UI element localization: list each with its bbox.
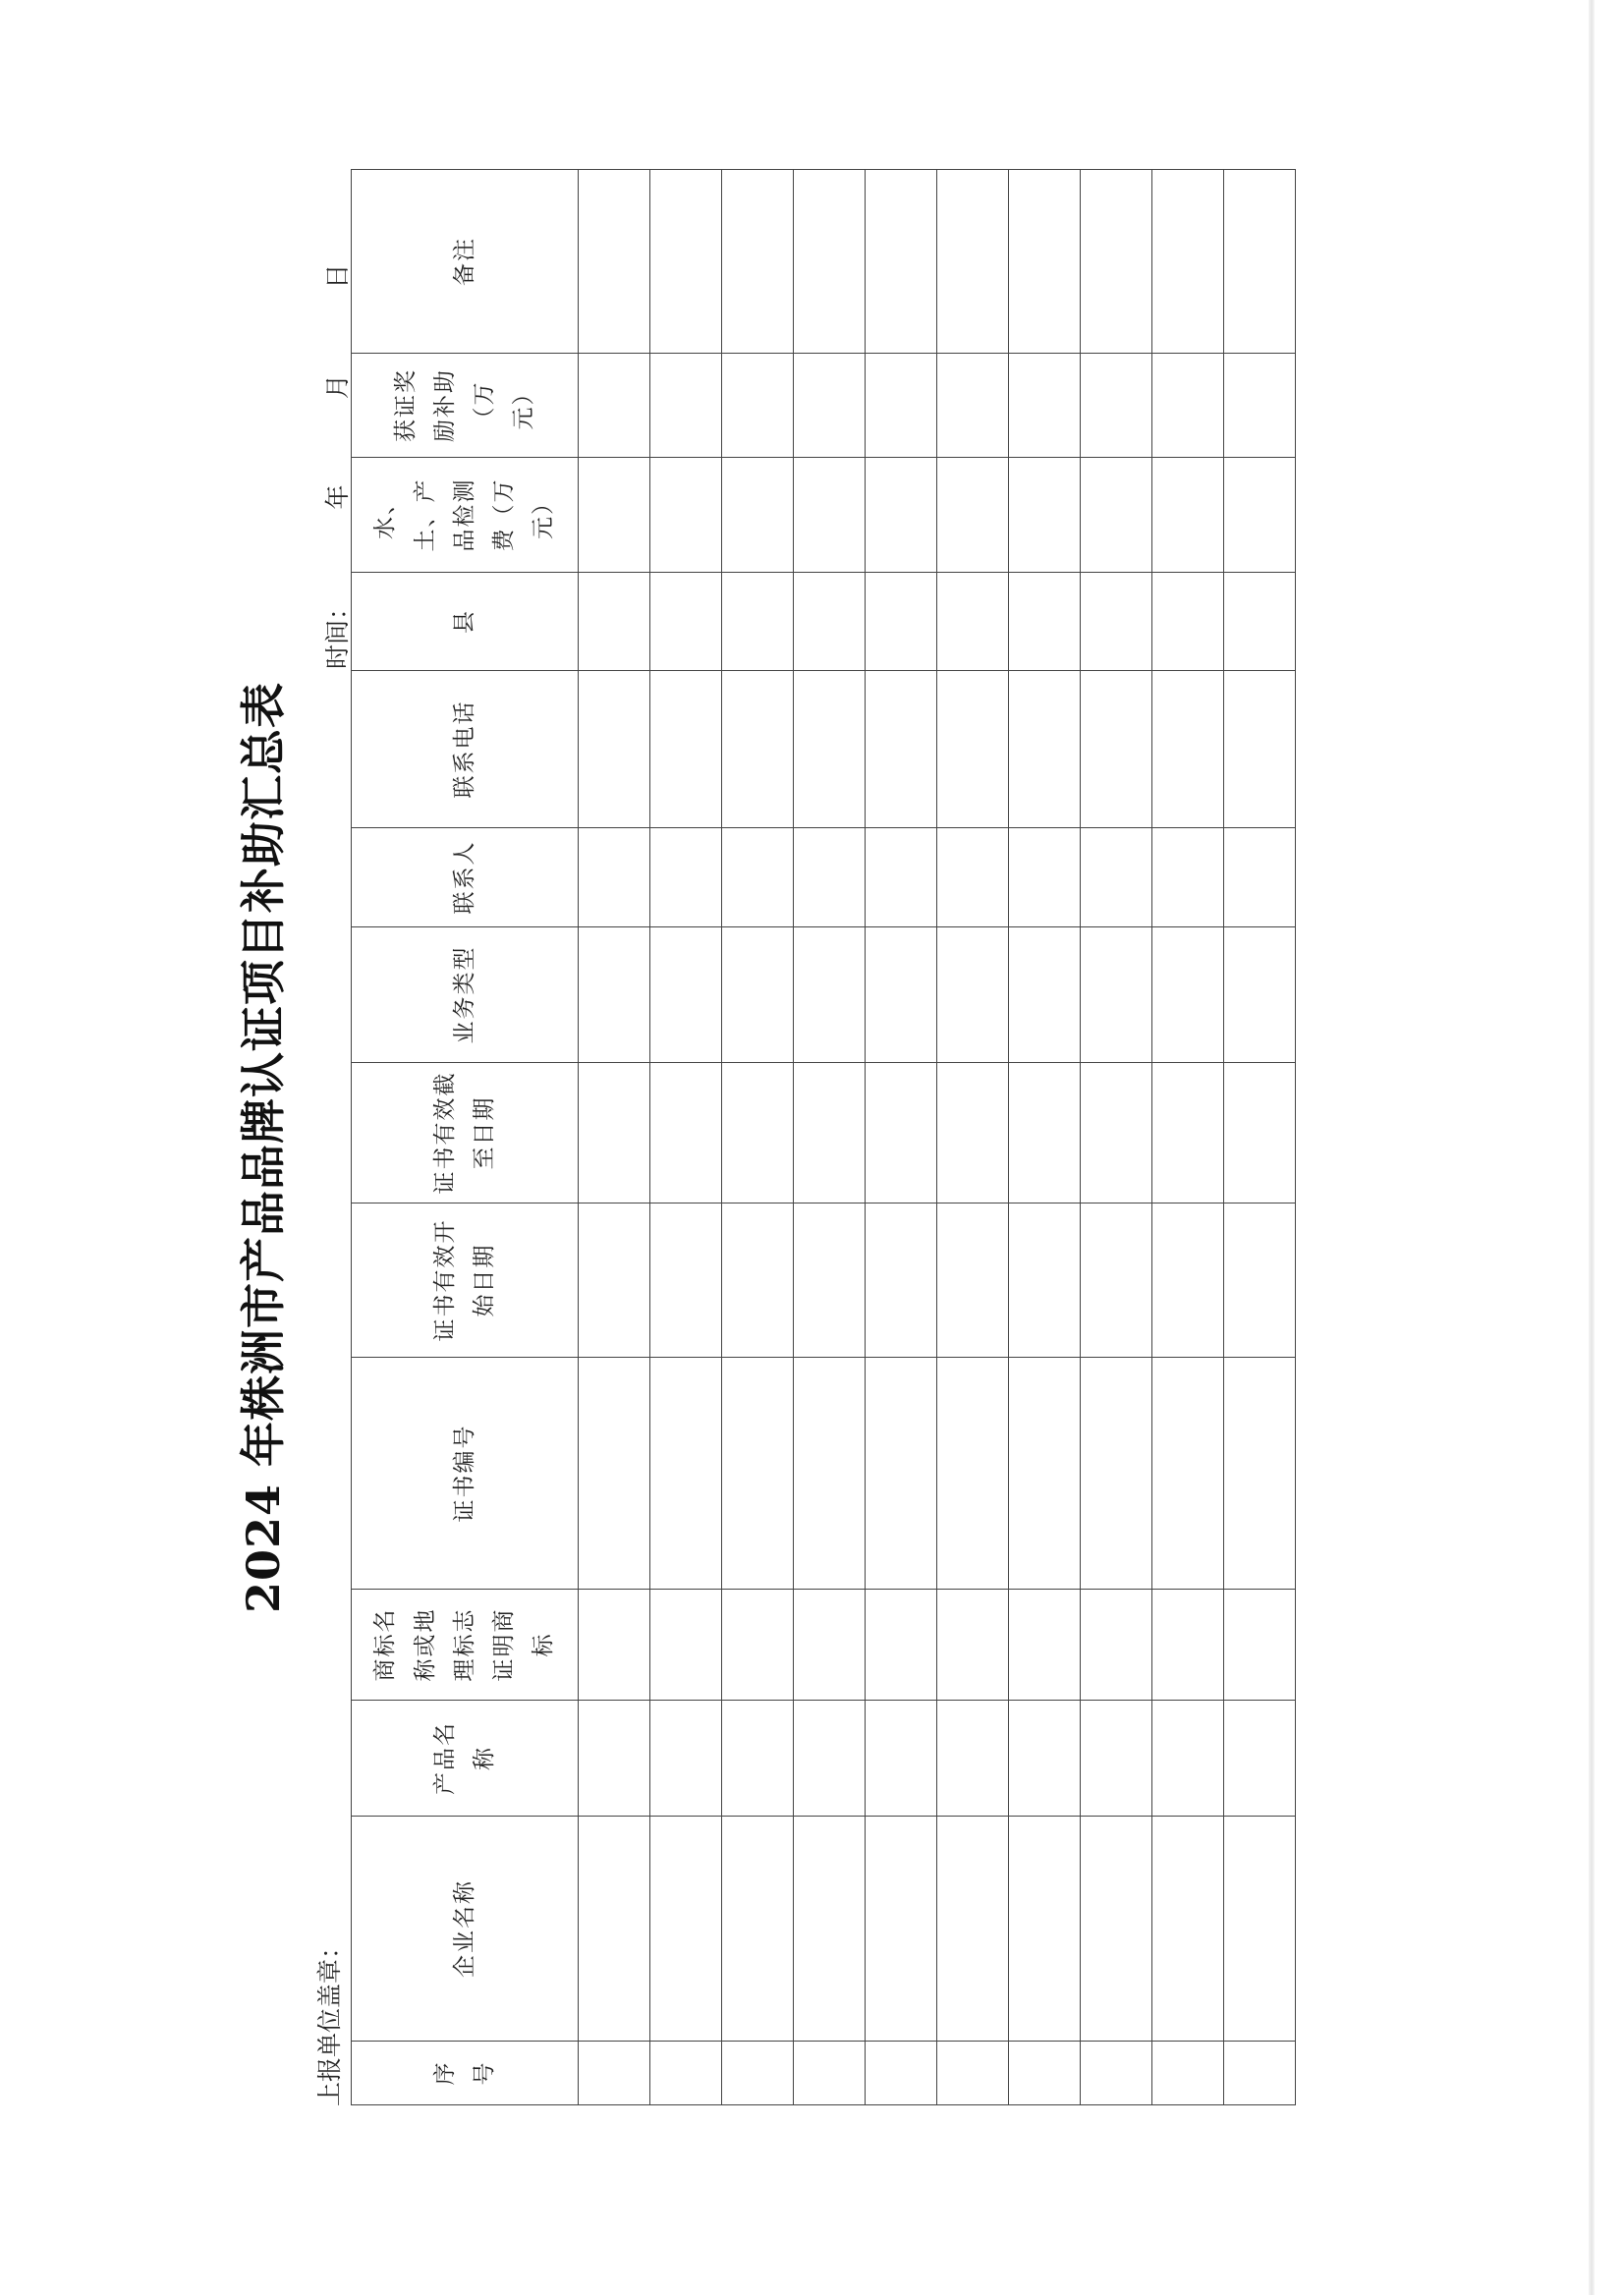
cell-product[interactable] <box>937 1701 1009 1817</box>
cell-test_fee[interactable] <box>1224 458 1296 573</box>
cell-start[interactable] <box>866 1203 937 1358</box>
cell-test_fee[interactable] <box>794 458 866 573</box>
date-day-label: 日 <box>323 263 352 289</box>
date-label: 时间： <box>323 594 352 669</box>
cell-product[interactable] <box>722 1701 794 1817</box>
cell-company[interactable] <box>1152 1817 1224 2042</box>
cell-product[interactable] <box>794 1701 866 1817</box>
cell-phone[interactable] <box>650 671 722 828</box>
cell-contact[interactable] <box>650 828 722 927</box>
header-trademark: 商标名称或地理标志证明商标 <box>352 1590 579 1701</box>
cell-phone[interactable] <box>1224 671 1296 828</box>
cell-test_fee[interactable] <box>650 458 722 573</box>
cell-cert_no[interactable] <box>722 1358 794 1590</box>
cell-biz_type[interactable] <box>650 927 722 1063</box>
cell-county[interactable] <box>579 573 650 671</box>
cell-test_fee[interactable] <box>1009 458 1081 573</box>
cell-product[interactable] <box>1009 1701 1081 1817</box>
cell-remark[interactable] <box>1152 170 1224 354</box>
header-company-name: 企业名称 <box>352 1817 579 2042</box>
reporting-unit-stamp-label: 上报单位盖章： <box>315 1933 344 2106</box>
cell-county[interactable] <box>1081 573 1152 671</box>
cell-test_fee[interactable] <box>937 458 1009 573</box>
cell-county[interactable] <box>794 573 866 671</box>
cell-end[interactable] <box>937 1063 1009 1203</box>
cell-biz_type[interactable] <box>579 927 650 1063</box>
cell-end[interactable] <box>650 1063 722 1203</box>
cell-cert_no[interactable] <box>866 1358 937 1590</box>
cell-seq[interactable] <box>579 2042 650 2105</box>
table-row <box>1152 170 1224 2105</box>
cell-trademark[interactable] <box>722 1590 794 1701</box>
cell-award[interactable] <box>866 354 937 458</box>
cell-cert_no[interactable] <box>1009 1358 1081 1590</box>
cell-cert_no[interactable] <box>937 1358 1009 1590</box>
cell-county[interactable] <box>1009 573 1081 671</box>
cell-start[interactable] <box>937 1203 1009 1358</box>
table-row <box>722 170 794 2105</box>
header-contact-person: 联系人 <box>352 828 579 927</box>
cell-company[interactable] <box>1081 1817 1152 2042</box>
cell-cert_no[interactable] <box>650 1358 722 1590</box>
cell-start[interactable] <box>1081 1203 1152 1358</box>
cell-test_fee[interactable] <box>1081 458 1152 573</box>
header-cert-start-date: 证书有效开始日期 <box>352 1203 579 1358</box>
cell-county[interactable] <box>937 573 1009 671</box>
cell-remark[interactable] <box>866 170 937 354</box>
cell-biz_type[interactable] <box>794 927 866 1063</box>
cell-start[interactable] <box>794 1203 866 1358</box>
cell-phone[interactable] <box>1152 671 1224 828</box>
cell-remark[interactable] <box>1224 170 1296 354</box>
cell-start[interactable] <box>1009 1203 1081 1358</box>
cell-phone[interactable] <box>1081 671 1152 828</box>
cell-test_fee[interactable] <box>866 458 937 573</box>
cell-trademark[interactable] <box>866 1590 937 1701</box>
cell-contact[interactable] <box>1009 828 1081 927</box>
cell-product[interactable] <box>650 1701 722 1817</box>
cell-contact[interactable] <box>1152 828 1224 927</box>
cell-award[interactable] <box>650 354 722 458</box>
cell-test_fee[interactable] <box>1152 458 1224 573</box>
cell-company[interactable] <box>579 1817 650 2042</box>
cell-seq[interactable] <box>794 2042 866 2105</box>
cell-end[interactable] <box>794 1063 866 1203</box>
table-row <box>579 170 650 2105</box>
cell-trademark[interactable] <box>794 1590 866 1701</box>
date-month-label: 月 <box>323 374 352 400</box>
cell-phone[interactable] <box>722 671 794 828</box>
cell-start[interactable] <box>1152 1203 1224 1358</box>
cell-cert_no[interactable] <box>794 1358 866 1590</box>
cell-seq[interactable] <box>722 2042 794 2105</box>
cell-contact[interactable] <box>937 828 1009 927</box>
cell-contact[interactable] <box>579 828 650 927</box>
cell-test_fee[interactable] <box>722 458 794 573</box>
cell-trademark[interactable] <box>1224 1590 1296 1701</box>
cell-company[interactable] <box>1224 1817 1296 2042</box>
cell-start[interactable] <box>1224 1203 1296 1358</box>
cell-remark[interactable] <box>579 170 650 354</box>
cell-product[interactable] <box>579 1701 650 1817</box>
cell-remark[interactable] <box>722 170 794 354</box>
header-seq: 序 号 <box>352 2042 579 2105</box>
cell-phone[interactable] <box>579 671 650 828</box>
cell-biz_type[interactable] <box>1224 927 1296 1063</box>
cell-contact[interactable] <box>1081 828 1152 927</box>
cell-end[interactable] <box>1152 1063 1224 1203</box>
cell-phone[interactable] <box>1009 671 1081 828</box>
cell-trademark[interactable] <box>1009 1590 1081 1701</box>
cell-start[interactable] <box>650 1203 722 1358</box>
cell-remark[interactable] <box>650 170 722 354</box>
cell-cert_no[interactable] <box>579 1358 650 1590</box>
header-row <box>352 170 579 2105</box>
cell-test_fee[interactable] <box>579 458 650 573</box>
date-line <box>318 264 354 669</box>
cell-award[interactable] <box>1081 354 1152 458</box>
cell-county[interactable] <box>866 573 937 671</box>
cell-product[interactable] <box>866 1701 937 1817</box>
table-row <box>1009 170 1081 2105</box>
cell-contact[interactable] <box>722 828 794 927</box>
cell-remark[interactable] <box>1009 170 1081 354</box>
cell-product[interactable] <box>1152 1701 1224 1817</box>
table-row <box>1224 170 1296 2105</box>
cell-contact[interactable] <box>794 828 866 927</box>
cell-trademark[interactable] <box>1081 1590 1152 1701</box>
cell-biz_type[interactable] <box>937 927 1009 1063</box>
cell-company[interactable] <box>1009 1817 1081 2042</box>
cell-county[interactable] <box>722 573 794 671</box>
cell-county[interactable] <box>1152 573 1224 671</box>
header-county: 县 <box>352 573 579 671</box>
header-testing-fee: 水、土、产品检测费（万元） <box>352 458 579 573</box>
header-certificate-number: 证书编号 <box>352 1358 579 1590</box>
cell-seq[interactable] <box>1009 2042 1081 2105</box>
header-business-type: 业务类型 <box>352 927 579 1063</box>
document-title: 2024 年株洲市产品品牌认证项目补助汇总表 <box>237 681 290 1614</box>
cell-end[interactable] <box>866 1063 937 1203</box>
cell-end[interactable] <box>1009 1063 1081 1203</box>
cell-company[interactable] <box>794 1817 866 2042</box>
cell-remark[interactable] <box>937 170 1009 354</box>
cell-end[interactable] <box>1224 1063 1296 1203</box>
cell-biz_type[interactable] <box>722 927 794 1063</box>
cell-award[interactable] <box>1152 354 1224 458</box>
cell-biz_type[interactable] <box>866 927 937 1063</box>
cell-award[interactable] <box>722 354 794 458</box>
cell-seq[interactable] <box>1224 2042 1296 2105</box>
table-row <box>937 170 1009 2105</box>
cell-award[interactable] <box>1009 354 1081 458</box>
cell-biz_type[interactable] <box>1152 927 1224 1063</box>
cell-trademark[interactable] <box>1152 1590 1224 1701</box>
cell-contact[interactable] <box>866 828 937 927</box>
cell-remark[interactable] <box>1081 170 1152 354</box>
table-row <box>1081 170 1152 2105</box>
cell-contact[interactable] <box>1224 828 1296 927</box>
header-product-name: 产品名称 <box>352 1701 579 1817</box>
header-certification-award: 获证奖励补助（万元） <box>352 354 579 458</box>
cell-phone[interactable] <box>937 671 1009 828</box>
cell-seq[interactable] <box>1152 2042 1224 2105</box>
cell-biz_type[interactable] <box>1009 927 1081 1063</box>
cell-end[interactable] <box>1081 1063 1152 1203</box>
cell-award[interactable] <box>1224 354 1296 458</box>
cell-trademark[interactable] <box>650 1590 722 1701</box>
header-contact-phone: 联系电话 <box>352 671 579 828</box>
cell-start[interactable] <box>579 1203 650 1358</box>
cell-trademark[interactable] <box>937 1590 1009 1701</box>
cell-end[interactable] <box>722 1063 794 1203</box>
cell-phone[interactable] <box>794 671 866 828</box>
cell-award[interactable] <box>937 354 1009 458</box>
cell-cert_no[interactable] <box>1152 1358 1224 1590</box>
cell-award[interactable] <box>579 354 650 458</box>
table-row <box>866 170 937 2105</box>
header-remarks: 备注 <box>352 170 579 354</box>
cell-award[interactable] <box>794 354 866 458</box>
cell-company[interactable] <box>937 1817 1009 2042</box>
cell-company[interactable] <box>650 1817 722 2042</box>
cell-start[interactable] <box>722 1203 794 1358</box>
cell-seq[interactable] <box>1081 2042 1152 2105</box>
cell-company[interactable] <box>866 1817 937 2042</box>
header-cert-end-date: 证书有效截至日期 <box>352 1063 579 1203</box>
cell-county[interactable] <box>650 573 722 671</box>
cell-end[interactable] <box>579 1063 650 1203</box>
cell-cert_no[interactable] <box>1081 1358 1152 1590</box>
cell-biz_type[interactable] <box>1081 927 1152 1063</box>
subsidy-summary-table <box>351 169 1296 2105</box>
cell-cert_no[interactable] <box>1224 1358 1296 1590</box>
cell-product[interactable] <box>1081 1701 1152 1817</box>
table-row <box>650 170 722 2105</box>
cell-company[interactable] <box>722 1817 794 2042</box>
date-year-label: 年 <box>323 484 352 510</box>
cell-seq[interactable] <box>866 2042 937 2105</box>
cell-seq[interactable] <box>650 2042 722 2105</box>
cell-remark[interactable] <box>794 170 866 354</box>
cell-trademark[interactable] <box>579 1590 650 1701</box>
table-row <box>794 170 866 2105</box>
table-body <box>579 170 1296 2105</box>
cell-product[interactable] <box>1224 1701 1296 1817</box>
cell-county[interactable] <box>1224 573 1296 671</box>
cell-phone[interactable] <box>866 671 937 828</box>
cell-seq[interactable] <box>937 2042 1009 2105</box>
